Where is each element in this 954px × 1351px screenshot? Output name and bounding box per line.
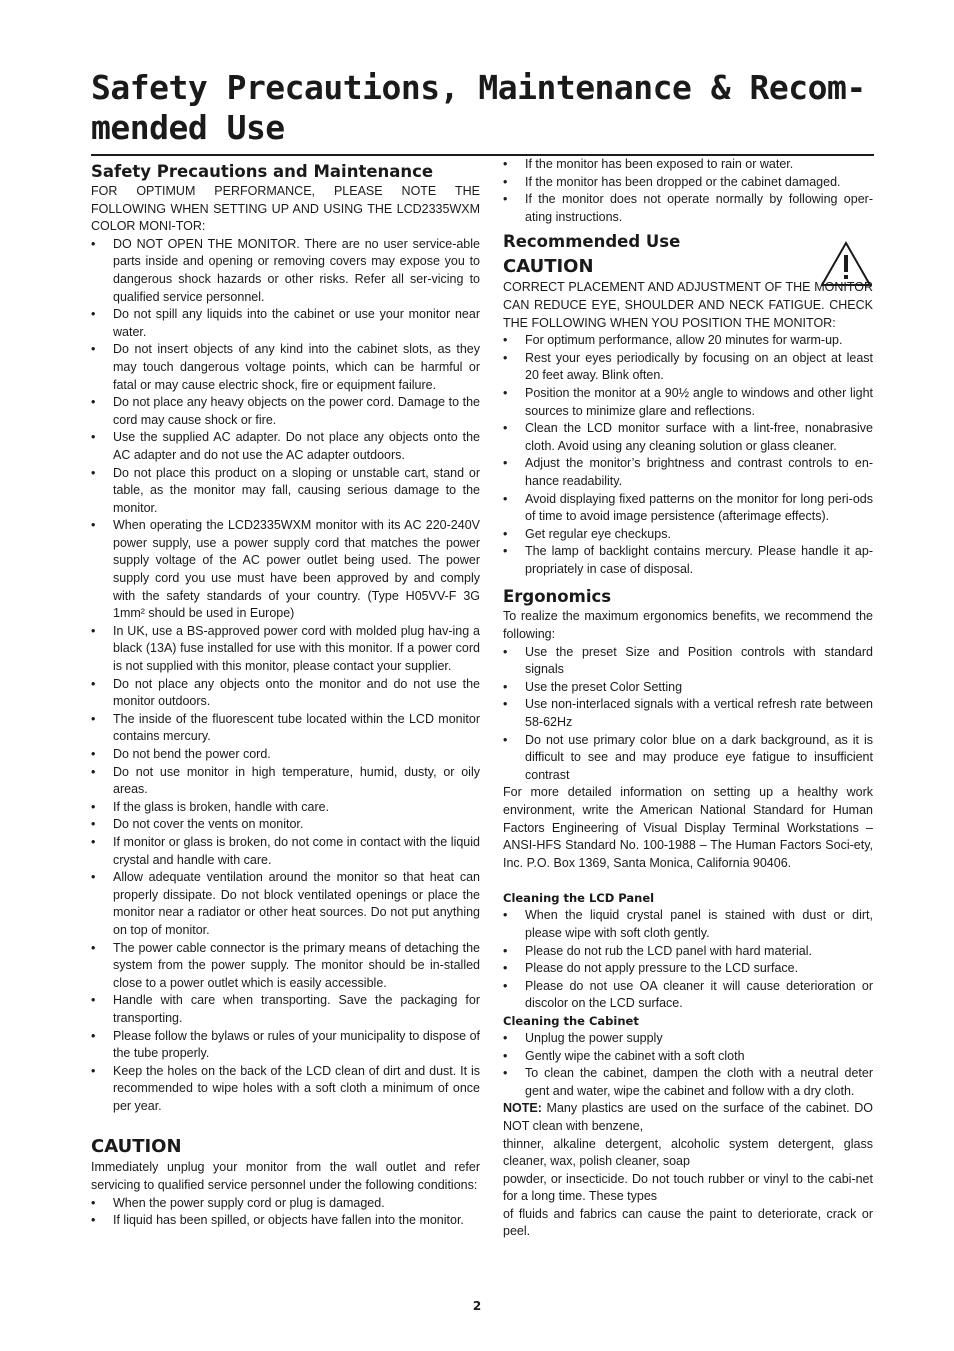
recommended-use-heading: Recommended Use bbox=[503, 232, 681, 252]
list-item: • Please do not use OA cleaner it will cause deterioration or discolor on the LCD surface. bbox=[503, 978, 873, 1013]
recommended-intro: CORRECT PLACEMENT AND ADJUSTMENT OF THE MONITOR CAN REDUCE EYE, SHOULDER AND NECK FATIGUE. CHECK THE FOLLOWING WHEN YOU POSITION THE MONITOR: bbox=[503, 280, 873, 330]
left-column bbox=[91, 158, 480, 1230]
caution-list-continued bbox=[503, 156, 873, 226]
list-item: • When the liquid crystal panel is stained with dust or dirt, please wipe with soft cloth gently. bbox=[503, 907, 873, 942]
list-item: • Use the preset Size and Position controls with standard signals bbox=[503, 644, 873, 679]
ergonomics-heading: Ergonomics bbox=[503, 587, 612, 607]
note-label: NOTE: bbox=[503, 1101, 542, 1116]
right-column bbox=[503, 156, 873, 1241]
page-title: Safety Precautions, Maintenance & Recom- mended Use bbox=[91, 68, 866, 147]
recommended-list bbox=[503, 332, 873, 578]
warning-triangle-icon bbox=[819, 240, 873, 288]
ergonomics-intro: To realize the maximum ergonomics benefits, we recommend the following: bbox=[503, 609, 873, 642]
list-item: • Adjust the monitor’s brightness and contrast controls to en-hance readability. bbox=[503, 455, 873, 490]
list-item: • Please do not apply pressure to the LCD surface. bbox=[503, 960, 873, 978]
list-item: • Do not use primary color blue on a dark background, as it is difficult to see and may produce eye fatigue to insufficient contrast bbox=[503, 732, 873, 785]
cabinet-list bbox=[503, 1030, 873, 1100]
list-item: • If the glass is broken, handle with care. bbox=[91, 799, 480, 817]
list-item: • Do not place any objects onto the monitor and do not use the monitor outdoors. bbox=[91, 676, 480, 711]
safety-list bbox=[91, 236, 480, 1116]
list-item: • When the power supply cord or plug is damaged. bbox=[91, 1195, 480, 1213]
note-line-3: of fluids and fabrics can cause the paint to deteriorate, crack or peel. bbox=[503, 1206, 873, 1239]
list-item: • Use non-interlaced signals with a vertical refresh rate between 58-62Hz bbox=[503, 696, 873, 731]
caution-heading: CAUTION bbox=[91, 1136, 182, 1158]
list-item: • If the monitor does not operate normally by following oper-ating instructions. bbox=[503, 191, 873, 226]
list-item: • The inside of the fluorescent tube located within the LCD monitor contains mercury. bbox=[91, 711, 480, 746]
list-item: • Unplug the power supply bbox=[503, 1030, 873, 1048]
list-item: • Do not cover the vents on monitor. bbox=[91, 816, 480, 834]
list-item: • Do not insert objects of any kind into the cabinet slots, as they may touch dangerous voltage points, which can be harmful or fatal or may cause electric shock, fire or equipment failure. bbox=[91, 341, 480, 394]
safety-heading: Safety Precautions and Maintenance bbox=[91, 162, 434, 181]
list-item: • Do not spill any liquids into the cabinet or use your monitor near water. bbox=[91, 306, 480, 341]
list-item: • Do not use monitor in high temperature, humid, dusty, or oily areas. bbox=[91, 764, 480, 799]
list-item: • In UK, use a BS-approved power cord with molded plug hav-ing a black (13A) fuse installed for use with this monitor. If a power cord is not supplied with this monitor, please contact your supplier. bbox=[91, 623, 480, 676]
list-item: • If monitor or glass is broken, do not come in contact with the liquid crystal and handle with care. bbox=[91, 834, 480, 869]
list-item: • The lamp of backlight contains mercury. Please handle it ap-propriately in case of disposal. bbox=[503, 543, 873, 578]
list-item: • If liquid has been spilled, or objects have fallen into the monitor. bbox=[91, 1212, 480, 1230]
caution-intro: Immediately unplug your monitor from the wall outlet and refer servicing to qualified service personnel under the following conditions: bbox=[91, 1160, 480, 1193]
lcd-panel-list bbox=[503, 907, 873, 1013]
note-text: Many plastics are used on the surface of the cabinet. DO NOT clean with benzene, bbox=[503, 1101, 873, 1133]
list-item: • Position the monitor at a 90½ angle to windows and other light sources to minimize glare and reflections. bbox=[503, 385, 873, 420]
list-item: • To clean the cabinet, dampen the cloth with a neutral deter gent and water, wipe the cabinet and follow with a dry cloth. bbox=[503, 1065, 873, 1100]
list-item: • Handle with care when transporting. Save the packaging for transporting. bbox=[91, 992, 480, 1027]
safety-intro: FOR OPTIMUM PERFORMANCE, PLEASE NOTE THE FOLLOWING WHEN SETTING UP AND USING THE LCD2335WXM COLOR MONI-TOR: bbox=[91, 184, 480, 234]
list-item: • Clean the LCD monitor surface with a lint-free, nonabrasive cloth. Avoid using any cleaning solution or glass cleaner. bbox=[503, 420, 873, 455]
cabinet-heading: Cleaning the Cabinet bbox=[503, 1013, 639, 1028]
list-item: • Keep the holes on the back of the LCD clean of dirt and dust. It is recommended to wipe holes with a soft cloth a minimum of once per year. bbox=[91, 1063, 480, 1116]
list-item: • Get regular eye checkups. bbox=[503, 526, 873, 544]
list-item: • DO NOT OPEN THE MONITOR. There are no user service-able parts inside and opening or removing covers may expose you to dangerous shock hazards or other risks. Refer all ser-vicing to qualified service personnel. bbox=[91, 236, 480, 306]
cabinet-note bbox=[503, 1100, 873, 1135]
list-item: • The power cable connector is the primary means of detaching the system from the power supply. The monitor should be in-stalled close to a power outlet which is easily accessible. bbox=[91, 940, 480, 993]
list-item: • Rest your eyes periodically by focusing on an object at least 20 feet away. Blink often. bbox=[503, 350, 873, 385]
page-number: 2 bbox=[472, 1299, 482, 1313]
list-item: • Please do not rub the LCD panel with hard material. bbox=[503, 943, 873, 961]
ergonomics-outro: For more detailed information on setting up a healthy work environment, write the American National Standard for Human Factors Engineering of Visual Display Terminal Workstations – ANSI-HFS Standard No. 100-1988 – The Human Factors Soci-ety, Inc. P.O. Box 1369, Santa Monica, California 90406. bbox=[503, 785, 873, 870]
list-item: • For optimum performance, allow 20 minutes for warm-up. bbox=[503, 332, 873, 350]
list-item: • When operating the LCD2335WXM monitor with its AC 220-240V power supply, use a power supply cord that matches the power supply voltage of the AC power outlet being used. The power supply cord you use must have been approved by and comply with the safety standards of your country. (Type H05VV-F 3G 1mm² should be used in Europe) bbox=[91, 517, 480, 623]
list-item: • Use the preset Color Setting bbox=[503, 679, 873, 697]
ergonomics-list bbox=[503, 644, 873, 785]
list-item: • Do not bend the power cord. bbox=[91, 746, 480, 764]
lcd-panel-heading: Cleaning the LCD Panel bbox=[503, 891, 655, 906]
list-item: • Use the supplied AC adapter. Do not place any objects onto the AC adapter and do not use the AC adapter outdoors. bbox=[91, 429, 480, 464]
list-item: • Please follow the bylaws or rules of your municipality to dispose of the tube properly. bbox=[91, 1028, 480, 1063]
list-item: • Gently wipe the cabinet with a soft cloth bbox=[503, 1048, 873, 1066]
list-item: • Do not place any heavy objects on the power cord. Damage to the cord may cause shock or fire. bbox=[91, 394, 480, 429]
list-item: • Do not place this product on a sloping or unstable cart, stand or table, as the monitor may fall, causing serious damage to the monitor. bbox=[91, 465, 480, 518]
list-item: • If the monitor has been exposed to rain or water. bbox=[503, 156, 873, 174]
note-line-1: thinner, alkaline detergent, alcoholic system detergent, glass cleaner, wax, polish cleaner, soap bbox=[503, 1136, 873, 1169]
recommended-caution-heading: CAUTION bbox=[503, 256, 594, 278]
list-item: • Avoid displaying fixed patterns on the monitor for long peri-ods of time to avoid image persistence (afterimage effects). bbox=[503, 491, 873, 526]
list-item: • Allow adequate ventilation around the monitor so that heat can properly dissipate. Do not block ventilated openings or place the monitor near a radiator or other heat sources. Do not put anything on top of monitor. bbox=[91, 869, 480, 939]
caution-list bbox=[91, 1195, 480, 1230]
list-item: • If the monitor has been dropped or the cabinet damaged. bbox=[503, 174, 873, 192]
note-line-2: powder, or insecticide. Do not touch rubber or vinyl to the cabi-net for a long time. These types bbox=[503, 1171, 873, 1204]
